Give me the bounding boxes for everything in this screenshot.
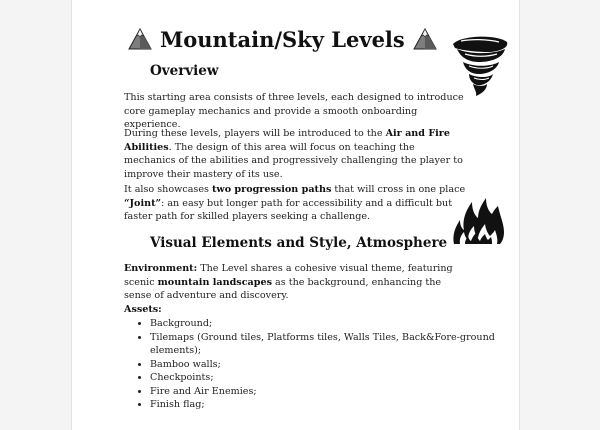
abilities-paragraph: During these levels, players will be introduced to the Air and Fire Abilities. The design of this area will focus on teaching the mechanics of the abilities and progressively challenging the player to improve their mastery of its use. — [124, 128, 463, 180]
list-item: • Checkpoints; — [150, 371, 495, 385]
fire-icon — [452, 198, 504, 244]
title-row — [128, 24, 437, 54]
document-page — [71, 0, 520, 430]
list-item: • Bamboo walls; — [150, 358, 495, 372]
visual-elements-heading: Visual Elements and Style, Atmosphere — [150, 235, 448, 251]
list-item: • Tilemaps (Ground tiles, Platforms tiles, Walls Tiles, Back&Fore-ground elements); — [150, 331, 495, 358]
abilities-highlight: Air and Fire Abilities — [124, 128, 450, 153]
overview-paragraph: This starting area consists of three levels, each designed to introduce core gameplay mechanics and provide a smooth onboarding experience. — [124, 92, 464, 130]
list-item: • Finish flag; — [150, 398, 495, 412]
mountain-landscapes-highlight: mountain landscapes — [157, 276, 272, 288]
mountain-icon — [128, 28, 152, 50]
page-title: Mountain/Sky Levels — [160, 26, 405, 52]
list-item: • Background; — [150, 317, 495, 331]
overview-heading: Overview — [150, 63, 219, 79]
assets-label: Assets: — [124, 304, 162, 315]
mountain-icon — [413, 28, 437, 50]
progression-highlight: two progression paths — [212, 184, 332, 195]
list-item: • Fire and Air Enemies; — [150, 385, 495, 399]
tornado-icon — [447, 32, 511, 98]
assets-list — [124, 317, 495, 412]
joint-highlight: “Joint” — [124, 197, 162, 209]
progression-paragraph: It also showcases two progression paths that will cross in one place “Joint”: an easy but longer path for accessibility and a difficult but faster path for skilled players seeking a challenge. — [124, 184, 466, 222]
environment-label: Environment: — [124, 263, 198, 274]
environment-paragraph: Environment: The Level shares a cohesive visual theme, featuring scenic mountain landscapes as the background, enhancing the sense of adventure and discovery. — [124, 263, 453, 301]
